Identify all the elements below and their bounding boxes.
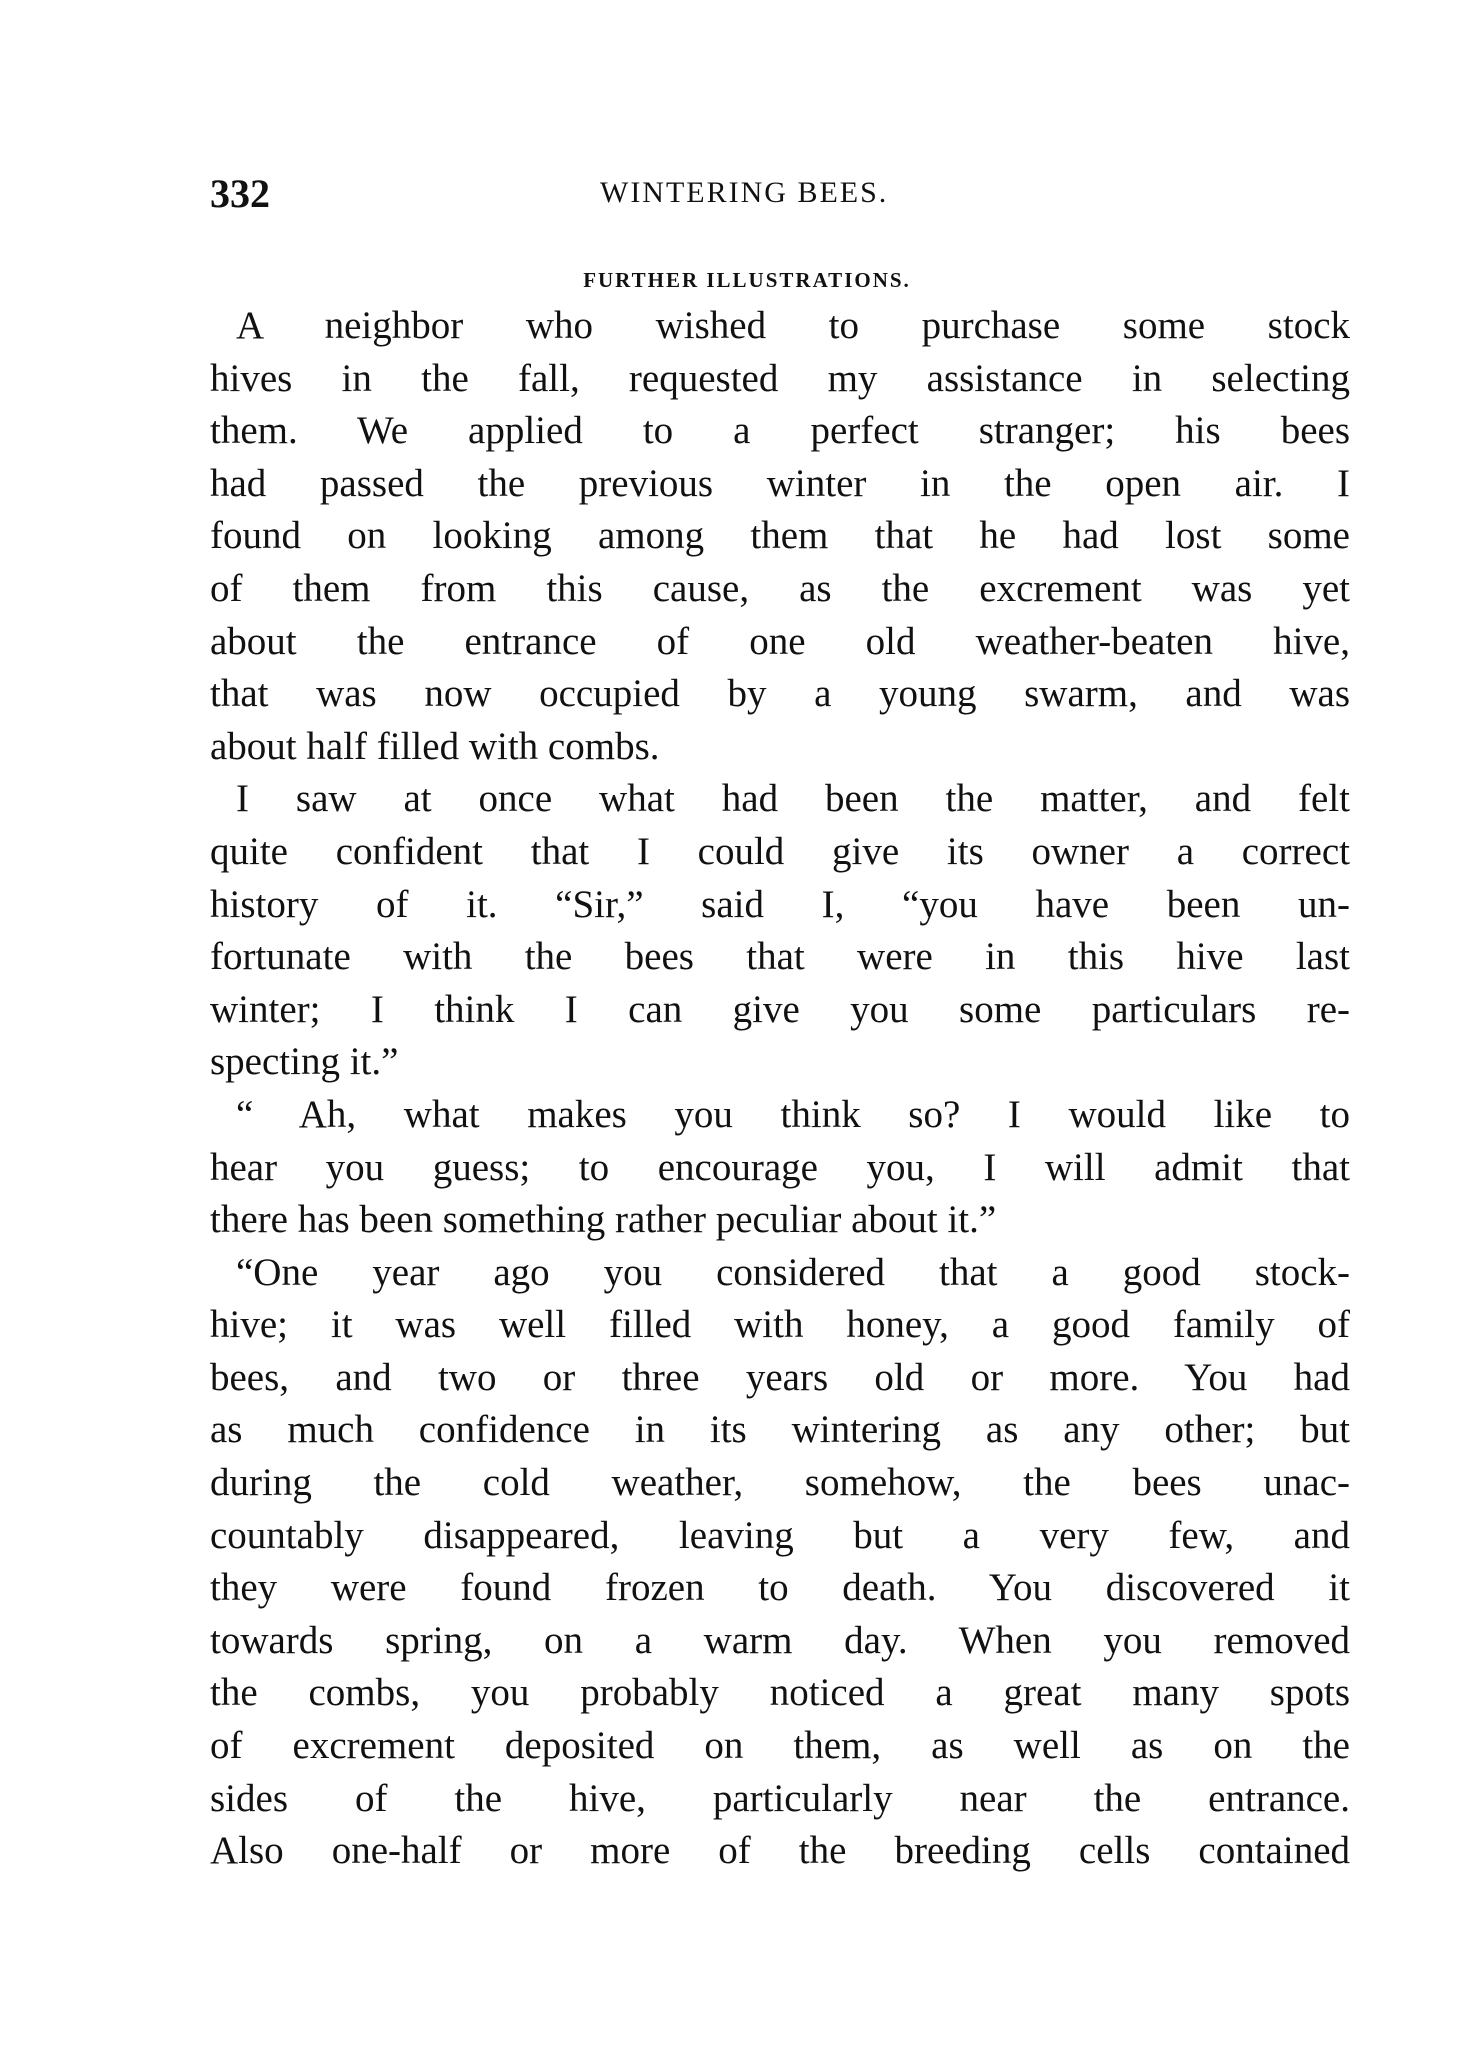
text-line: that was now occupied by a young swarm, and was xyxy=(210,672,1350,716)
text-line: I saw at once what had been the matter, and felt xyxy=(236,777,1350,821)
text-line: of excrement deposited on them, as well as on the xyxy=(210,1724,1350,1768)
text-line: A neighbor who wished to purchase some stock xyxy=(236,304,1350,347)
text-line: found on looking among them that he had lost some xyxy=(210,514,1350,558)
text-line: “One year ago you considered that a good stock- xyxy=(236,1250,1350,1294)
text-line: about the entrance of one old weather-beaten hive, xyxy=(210,619,1350,663)
text-line: “ Ah, what makes you think so? I would like to xyxy=(236,1092,1350,1136)
text-line: during the cold weather, somehow, the bees unac- xyxy=(210,1461,1350,1505)
text-line: had passed the previous winter in the open air. I xyxy=(210,461,1350,505)
page-number: 332 xyxy=(210,171,270,216)
text-line: towards spring, on a warm day. When you removed xyxy=(210,1618,1350,1662)
section-heading: FURTHER ILLUSTRATIONS. xyxy=(583,268,911,292)
text-line: countably disappeared, leaving but a very few, and xyxy=(210,1513,1350,1557)
text-line: as much confidence in its wintering as any other; but xyxy=(210,1408,1350,1452)
text-line: hear you guess; to encourage you, I will admit that xyxy=(210,1145,1350,1189)
text-line: fortunate with the bees that were in this hive last xyxy=(210,935,1350,979)
text-line: Also one-half or more of the breeding cells contained xyxy=(210,1829,1350,1873)
text-line: quite confident that I could give its owner a correct xyxy=(210,829,1350,873)
running-title: WINTERING BEES. xyxy=(600,176,889,209)
body-text xyxy=(210,300,1350,1878)
text-line: they were found frozen to death. You discovered it xyxy=(210,1566,1350,1610)
text-line: of them from this cause, as the excrement was yet xyxy=(210,566,1350,610)
text-line: the combs, you probably noticed a great many spots xyxy=(210,1671,1350,1715)
text-line: hive; it was well filled with honey, a good family of xyxy=(210,1303,1350,1347)
text-line: about half filled with combs. xyxy=(210,724,660,768)
text-line: them. We applied to a perfect stranger; his bees xyxy=(210,409,1350,453)
text-line: history of it. “Sir,” said I, “you have been un- xyxy=(210,882,1350,926)
text-line: sides of the hive, particularly near the entrance. xyxy=(210,1776,1350,1820)
text-line: specting it.” xyxy=(210,1040,399,1084)
text-line: hives in the fall, requested my assistance in selecting xyxy=(210,356,1350,400)
text-line: there has been something rather peculiar about it.” xyxy=(210,1198,997,1242)
text-line: bees, and two or three years old or more. You had xyxy=(210,1355,1350,1399)
text-line: winter; I think I can give you some particulars re- xyxy=(210,987,1350,1031)
